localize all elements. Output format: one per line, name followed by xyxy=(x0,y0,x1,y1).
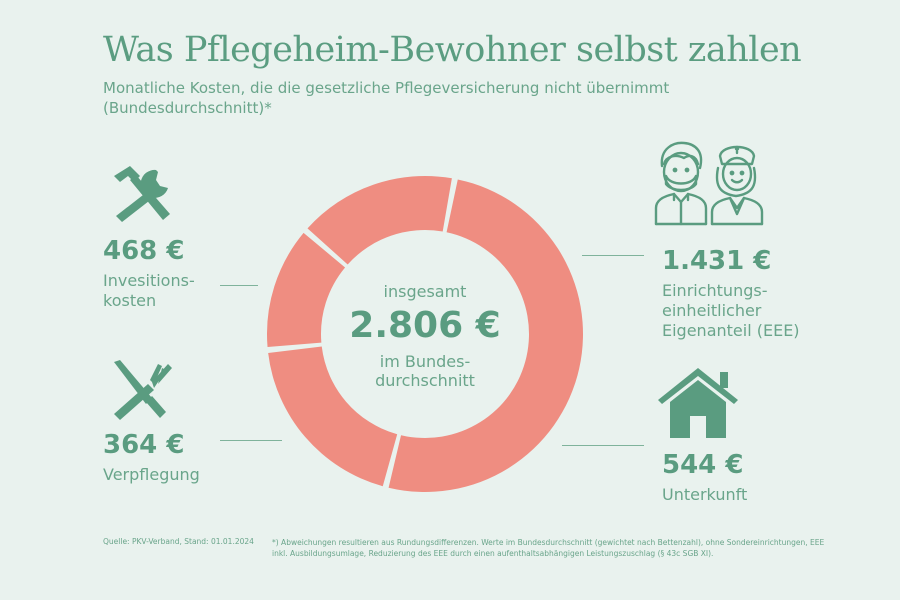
slice-investitionskosten xyxy=(307,176,451,264)
invest-label xyxy=(103,271,223,311)
eee-label xyxy=(662,281,822,341)
source-note: Quelle: PKV-Verband, Stand: 01.01.2024 xyxy=(103,537,254,546)
house-icon xyxy=(654,364,744,440)
eee-amount: 1.431 € xyxy=(662,246,772,276)
cutlery-icon xyxy=(108,358,176,422)
center-total-note xyxy=(330,352,520,390)
footnote: *) Abweichungen resultieren aus Rundungsdifferenzen. Werte im Bundesdurchschnitt (gewichtet nach Bettenzahl), ohne Sondereinrichtungen, EEE inkl. Ausbildungsumlage, Reduzierung des EEE durch einen aufenthaltsabhängigen Leistungszuschlag (§ 43c SGB XI). xyxy=(272,538,825,558)
center-total-caption: insgesamt xyxy=(383,282,467,301)
invest-leader-line xyxy=(220,285,258,286)
eee-label-text: Einrichtungs-einheitlicher Eigenanteil (EEE) xyxy=(662,281,800,340)
tools-icon xyxy=(108,162,176,228)
page-subtitle: Monatliche Kosten, die die gesetzliche Pflegeversicherung nicht übernimmt (Bundesdurchschnitt)* xyxy=(103,79,670,117)
housing-amount: 544 € xyxy=(662,450,744,480)
invest-label-text: Invesitions-kosten xyxy=(103,271,195,310)
food-label: Verpflegung xyxy=(103,465,200,484)
caregivers-icon xyxy=(652,138,768,228)
eee-leader-line xyxy=(582,255,644,256)
invest-amount: 468 € xyxy=(103,236,185,266)
center-total-value: 2.806 € xyxy=(349,305,501,346)
food-amount: 364 € xyxy=(103,430,185,460)
page-title: Was Pflegeheim-Bewohner selbst zahlen xyxy=(103,30,802,70)
housing-label: Unterkunft xyxy=(662,485,748,504)
food-leader-line xyxy=(220,440,282,441)
center-note-text: im Bundes-durchschnitt xyxy=(375,352,475,390)
housing-leader-line xyxy=(562,445,644,446)
